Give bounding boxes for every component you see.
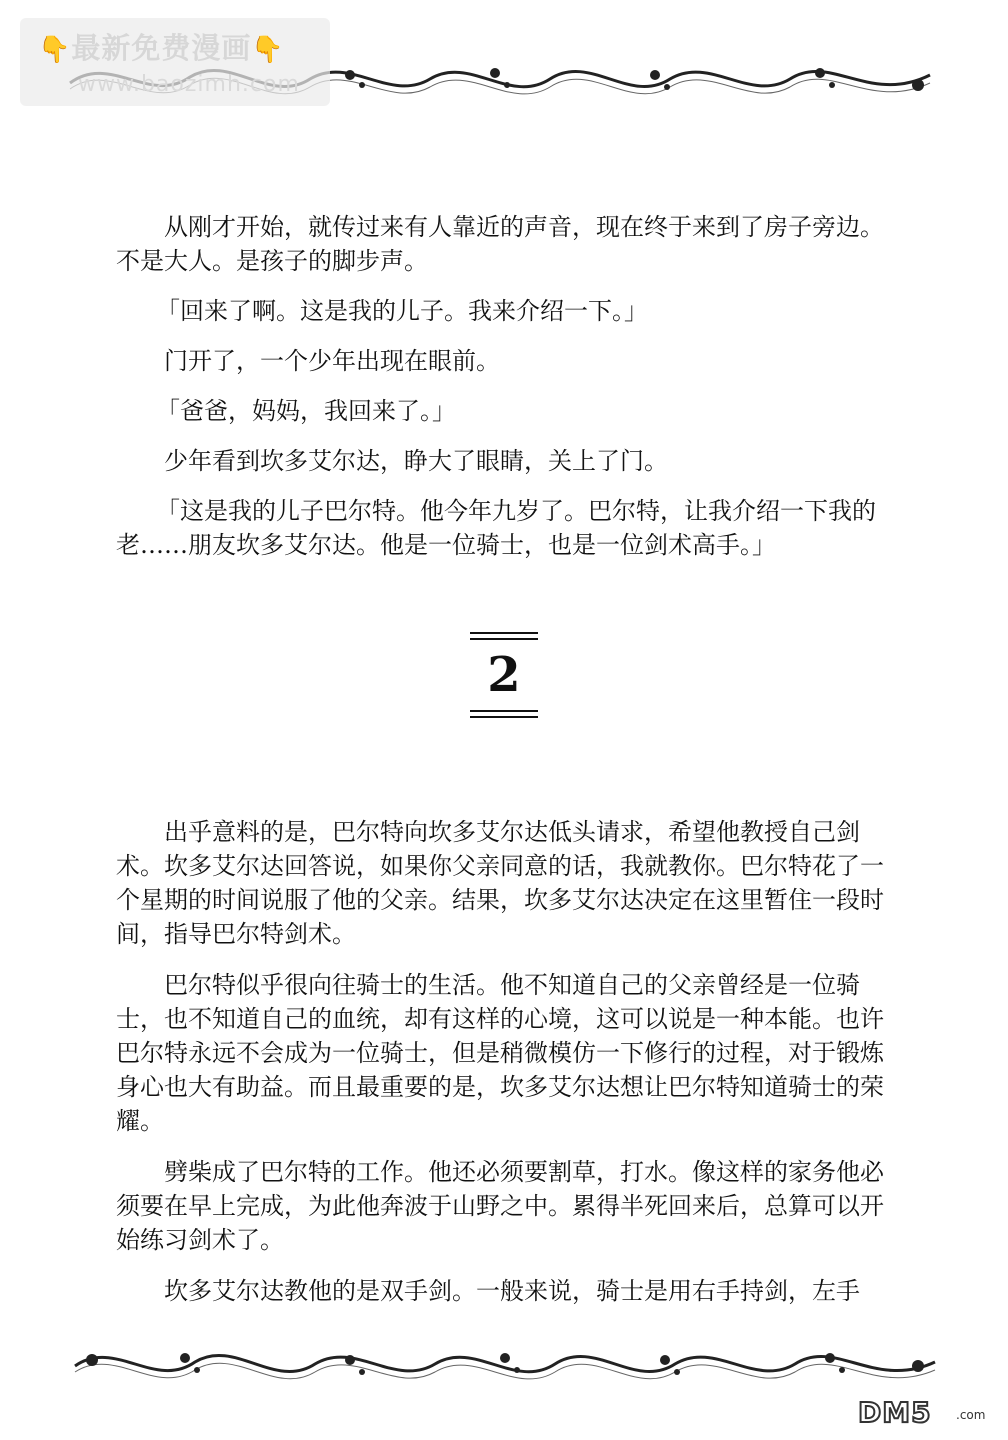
paragraph: 少年看到坎多艾尔达，睁大了眼睛，关上了门。: [164, 447, 668, 475]
pointing-down-icon: 👇: [251, 35, 285, 65]
chapter-heading: [470, 628, 538, 722]
paragraph: 出乎意料的是，巴尔特向坎多艾尔达低头请求，希望他教授自己剑术。坎多艾尔达回答说，如果你父亲同意的话，我就教你。巴尔特花了一个星期的时间说服了他的父亲。结果，坎多艾尔达决定在这里暂住一段时间，指导巴尔特剑术。: [116, 818, 884, 948]
paragraph: 劈柴成了巴尔特的工作。他还必须要割草，打水。像这样的家务他必须要在早上完成，为此他奔波于山野之中。累得半死回来后，总算可以开始练习剑术了。: [116, 1158, 884, 1254]
section-2-text: [116, 815, 896, 1325]
pointing-down-icon: 👇: [38, 35, 72, 65]
dialogue-line: 「这是我的儿子巴尔特。他今年九岁了。巴尔特，让我介绍一下我的老……朋友坎多艾尔达。他是一位骑士，也是一位剑术高手。」: [116, 497, 876, 559]
bottom-ornament-graphic: [0, 1330, 1008, 1400]
dialogue-line: 「回来了啊。这是我的儿子。我来介绍一下。」: [156, 297, 648, 325]
logo-suffix: .com: [956, 1408, 986, 1422]
paragraph: 门开了，一个少年出现在眼前。: [164, 347, 500, 375]
watermark-url: www.baozimh.com: [78, 72, 300, 97]
paragraph: 坎多艾尔达教他的是双手剑。一般来说，骑士是用右手持剑，左手: [164, 1277, 860, 1305]
paragraph: 从刚才开始，就传过来有人靠近的声音，现在终于来到了房子旁边。不是大人。是孩子的脚步声。: [116, 213, 884, 275]
dialogue-line: 「爸爸，妈妈，我回来了。」: [156, 397, 456, 425]
section-1-text: [116, 210, 896, 578]
watermark-overlay: [20, 18, 330, 106]
chapter-rule: [470, 632, 538, 634]
chapter-number: 2: [487, 647, 521, 703]
watermark-title: 👇最新免费漫画👇: [38, 31, 285, 65]
dm5-logo: [858, 1392, 998, 1432]
logo-brand: DM5: [858, 1396, 932, 1429]
paragraph: 巴尔特似乎很向往骑士的生活。他不知道自己的父亲曾经是一位骑士，也不知道自己的血统，却有这样的心境，这可以说是一种本能。也许巴尔特永远不会成为一位骑士，但是稍微模仿一下修行的过程，对于锻炼身心也大有助益。而且最重要的是，坎多艾尔达想让巴尔特知道骑士的荣耀。: [116, 971, 884, 1135]
chapter-rule: [470, 710, 538, 712]
chapter-rule: [470, 716, 538, 718]
chapter-rule: [470, 638, 538, 640]
bottom-ornamental-border: [0, 1330, 1008, 1400]
